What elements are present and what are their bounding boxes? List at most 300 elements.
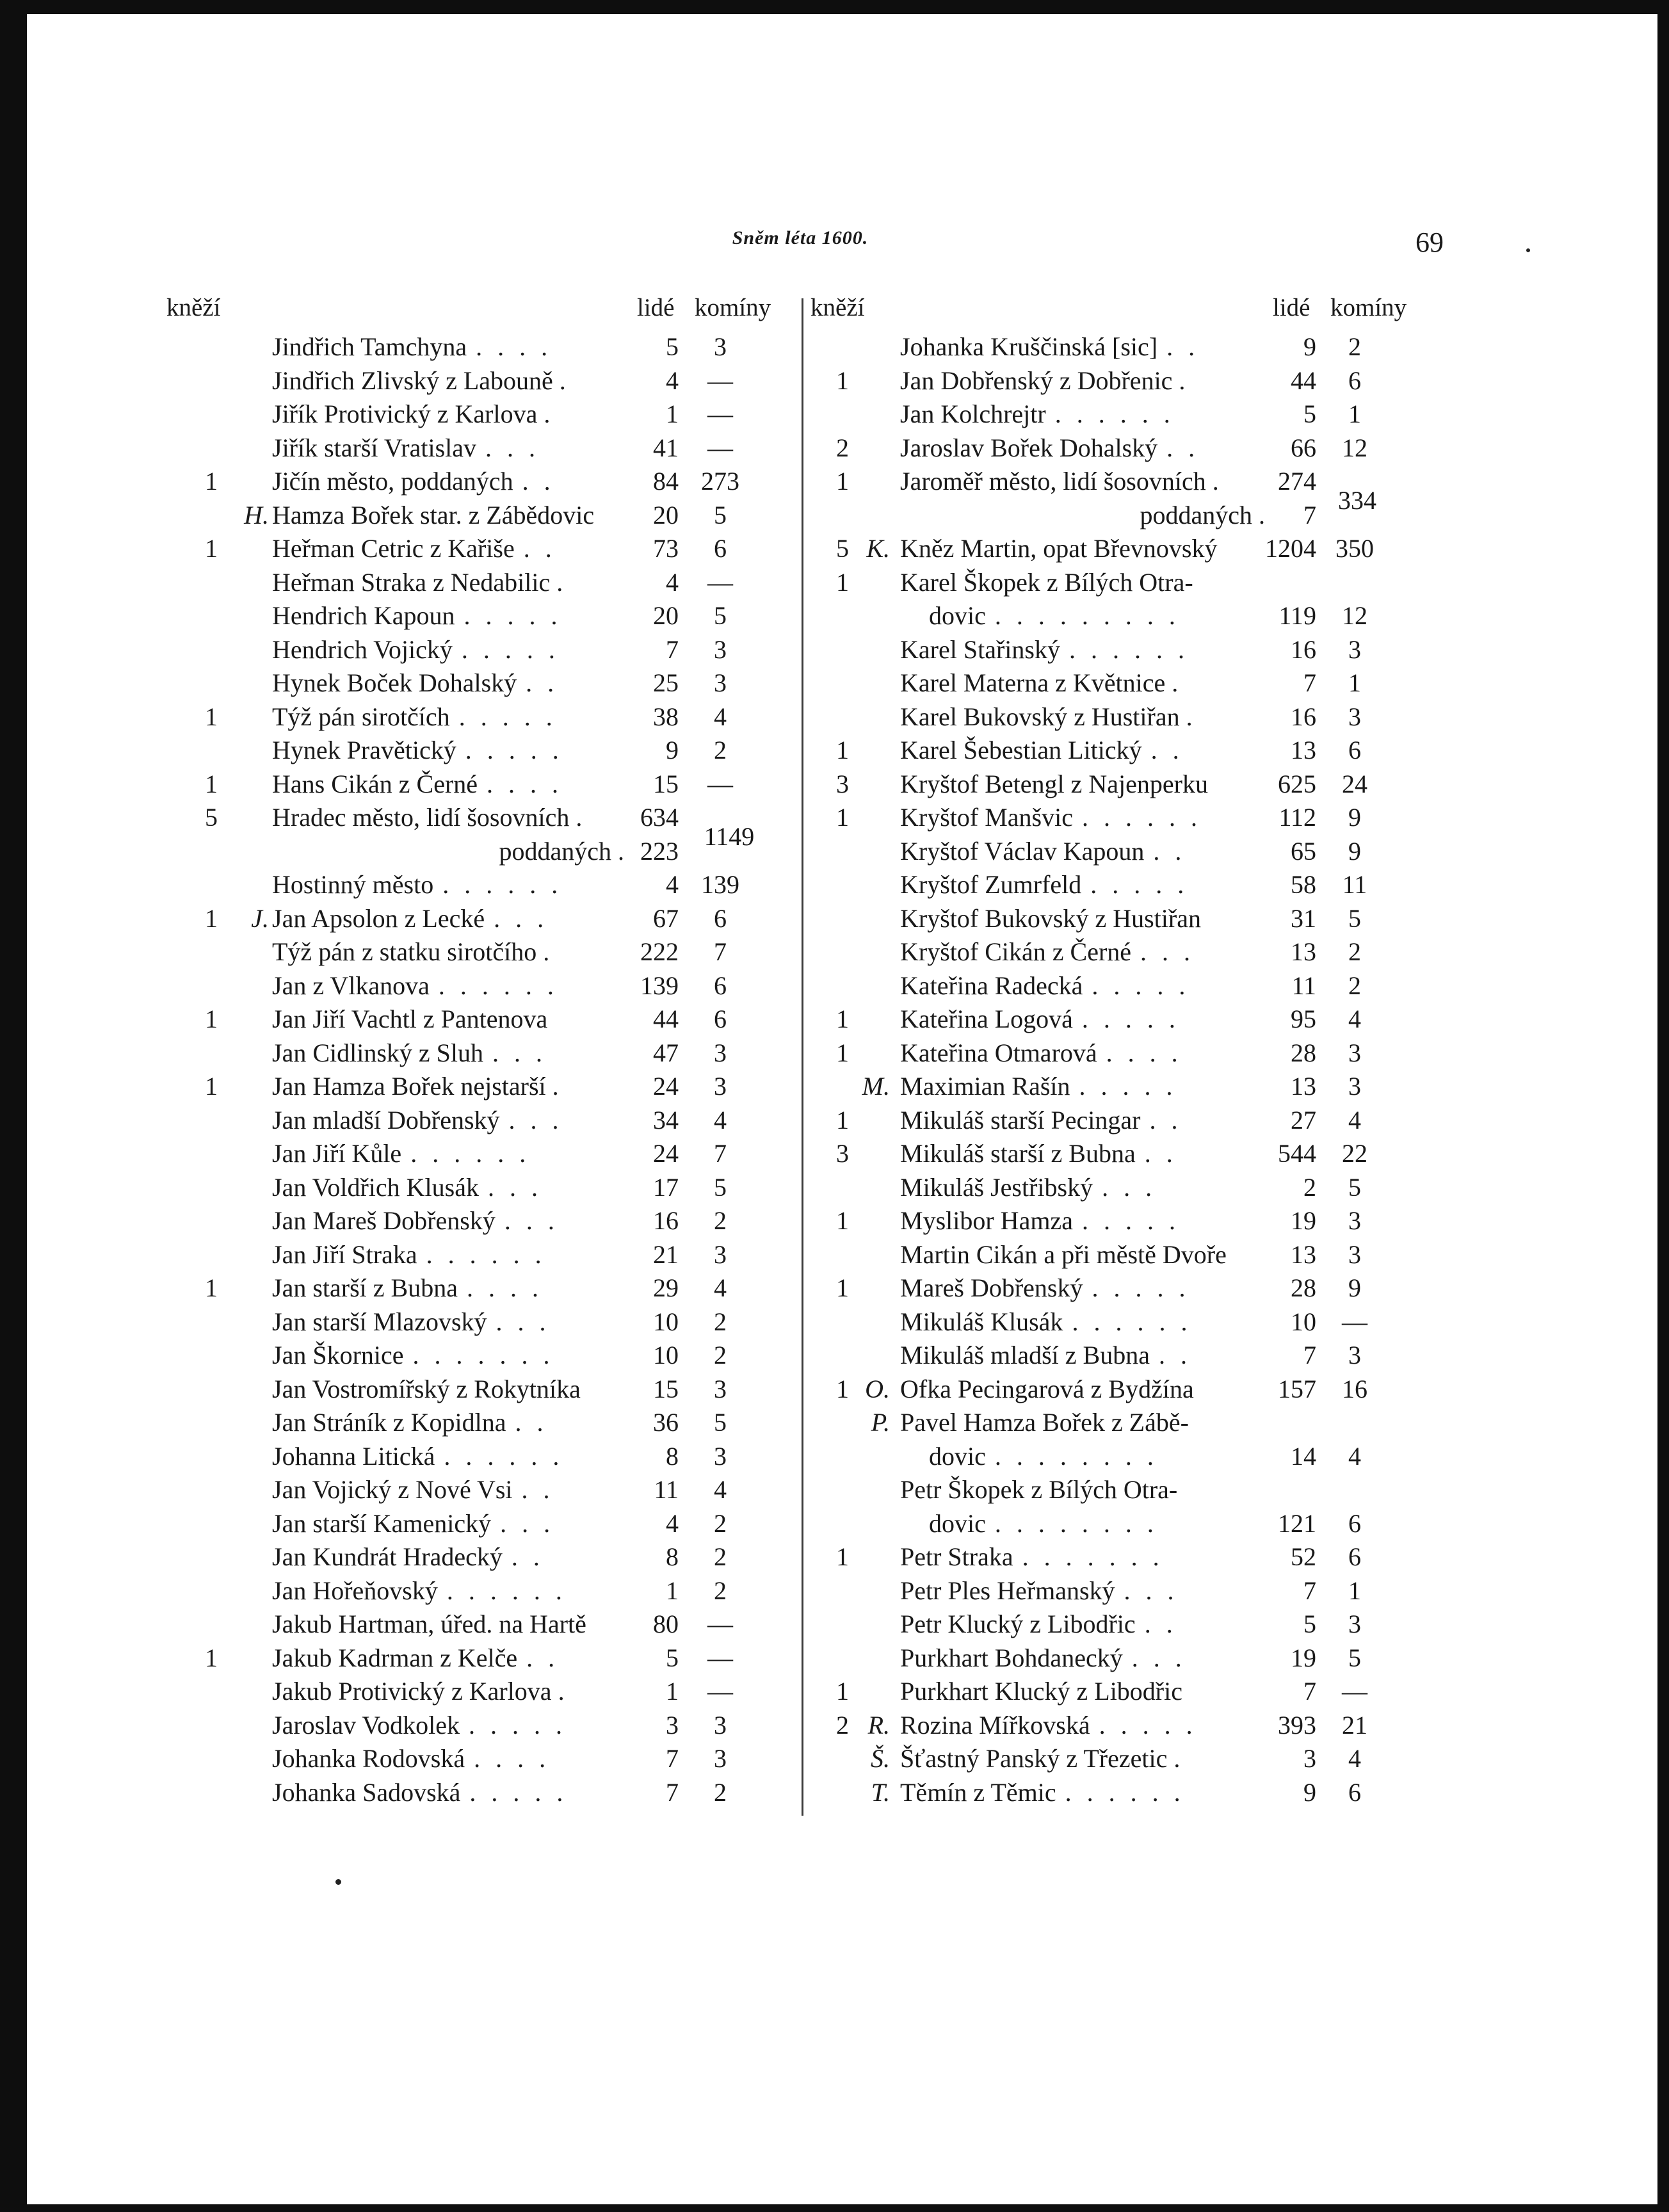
chimney-count: 12 <box>1342 433 1367 462</box>
priest-count: 1 <box>836 567 849 597</box>
person-name <box>900 868 1265 901</box>
leader-dots: . . . . . <box>1090 870 1189 899</box>
person-name <box>900 1037 1265 1070</box>
people-count: 20 <box>653 500 679 529</box>
name-text: Jiřík starší Vratislav <box>272 433 477 462</box>
name-text: Jan Vojický z Nové Vsi <box>272 1475 513 1504</box>
people-count: 20 <box>653 601 679 630</box>
leader-dots: . . . <box>1124 1576 1179 1605</box>
priest-count: 5 <box>836 534 849 563</box>
name-text: Kryštof Manšvic <box>900 803 1073 832</box>
name-text: Těmín z Těmic <box>900 1777 1056 1807</box>
people-count: 65 <box>1291 836 1316 866</box>
person-name <box>272 633 624 666</box>
people-count: 67 <box>653 903 679 933</box>
person-name <box>272 935 624 969</box>
person-name <box>900 969 1265 1003</box>
person-name <box>272 1104 624 1137</box>
bracket-total: 1149 <box>704 822 755 852</box>
name-text: Jan z Vlkanova <box>272 971 430 1000</box>
scan-border-bottom <box>0 2204 1669 2212</box>
table-row <box>166 1507 800 1541</box>
person-name <box>900 768 1265 801</box>
people-count: 139 <box>640 971 679 1000</box>
person-name <box>272 1742 624 1775</box>
name-text: Jindřich Zlivský z Labouně . <box>272 366 566 395</box>
table-row <box>810 801 1419 835</box>
person-name <box>272 666 624 700</box>
person-name <box>272 1642 624 1675</box>
name-text: Karel Šebestian Litický <box>900 736 1142 764</box>
person-name <box>272 1540 624 1574</box>
chimney-count: 4 <box>714 1475 727 1504</box>
table-row <box>166 902 800 936</box>
table-row <box>810 1440 1419 1474</box>
person-name <box>900 1608 1265 1641</box>
table-row <box>810 835 1419 869</box>
table-row <box>166 364 800 398</box>
table-row <box>810 1574 1419 1608</box>
name-text: Heřman Cetric z Kařiše <box>272 534 515 563</box>
priest-count: 1 <box>836 1374 849 1403</box>
person-name <box>900 1271 1265 1305</box>
person-name <box>272 599 624 633</box>
chimney-count: 9 <box>1348 836 1361 866</box>
people-count: 10 <box>1291 1307 1316 1336</box>
person-name <box>272 1507 624 1540</box>
person-name <box>272 1709 624 1742</box>
chimney-count: 1 <box>1348 400 1361 428</box>
name-text: Hostinný město <box>272 870 434 899</box>
priest-count: 1 <box>205 702 218 731</box>
chimney-count: 16 <box>1342 1374 1367 1403</box>
person-name <box>272 1238 624 1271</box>
people-count: 544 <box>1278 1139 1316 1168</box>
name-text: Martin Cikán a při městě Dvoře <box>900 1239 1227 1269</box>
chimney-count: 2 <box>1348 332 1361 361</box>
chimney-count: 3 <box>714 1374 727 1403</box>
chimney-count: 4 <box>1348 1441 1361 1471</box>
leader-dots: . . . . <box>474 1744 551 1773</box>
people-count: 41 <box>653 433 679 462</box>
header-lide: lidé <box>637 294 675 321</box>
people-count: 7 <box>1303 1677 1316 1706</box>
name-text: Myslibor Hamza <box>900 1206 1073 1235</box>
name-text: Mikuláš Jestřibský <box>900 1172 1093 1202</box>
person-name <box>900 1171 1265 1204</box>
table-row <box>810 734 1419 768</box>
table-row <box>810 1675 1419 1709</box>
person-name <box>900 1373 1265 1406</box>
letter-index: K. <box>866 534 890 563</box>
table-row <box>810 1238 1419 1272</box>
chimney-count: 21 <box>1342 1710 1367 1740</box>
person-name <box>900 700 1265 734</box>
chimney-count: — <box>1342 1307 1367 1336</box>
name-text: Jakub Kadrman z Kelče <box>272 1643 518 1672</box>
chimney-count: 2 <box>1348 937 1361 966</box>
person-name <box>272 1776 624 1809</box>
people-count: 16 <box>1291 702 1316 731</box>
name-text: Jiřík Protivický z Karlova . <box>272 400 551 428</box>
name-text: poddaných . <box>499 836 624 866</box>
chimney-count: 3 <box>714 634 727 664</box>
people-count: 4 <box>666 870 679 899</box>
name-text: Jan Kundrát Hradecký <box>272 1542 503 1571</box>
table-row <box>810 432 1419 465</box>
letter-index: M. <box>862 1072 890 1101</box>
leader-dots: . . . <box>1102 1172 1157 1202</box>
people-count: 52 <box>1291 1542 1316 1571</box>
table-row <box>166 432 800 465</box>
person-name <box>900 1675 1265 1708</box>
name-text: Mareš Dobřenský <box>900 1273 1083 1302</box>
people-count: 7 <box>1303 500 1316 529</box>
chimney-count: 3 <box>1348 702 1361 731</box>
name-text: Kněz Martin, opat Břevnovský <box>900 534 1218 563</box>
leader-dots: . . <box>522 467 555 496</box>
table-row <box>166 768 800 802</box>
priest-count: 1 <box>205 903 218 933</box>
left-row-list <box>166 330 800 1809</box>
chimney-count: 3 <box>1348 1610 1361 1638</box>
people-count: 5 <box>666 332 679 361</box>
table-row <box>810 1137 1419 1171</box>
people-count: 27 <box>1291 1105 1316 1134</box>
leader-dots: . . . <box>1140 937 1195 966</box>
people-count: 16 <box>1291 634 1316 664</box>
right-column-header <box>810 293 1419 330</box>
table-row <box>166 666 800 700</box>
table-row <box>166 532 800 566</box>
leader-dots: . . . . . <box>1092 1273 1190 1302</box>
scan-border-left <box>0 0 27 2212</box>
person-name <box>900 1238 1265 1271</box>
leader-dots: . . . <box>500 1508 555 1538</box>
name-text: Kryštof Zumrfeld <box>900 870 1082 899</box>
table-row <box>810 868 1419 902</box>
people-count: 222 <box>640 937 679 966</box>
priest-count: 1 <box>836 1206 849 1235</box>
people-count: 13 <box>1291 937 1316 966</box>
leader-dots: . . . <box>485 433 540 462</box>
person-name <box>900 1440 1294 1473</box>
chimney-count: 6 <box>1348 1508 1361 1538</box>
leader-dots: . . . . . <box>464 601 562 630</box>
chimney-count: 5 <box>1348 903 1361 933</box>
name-text: Jan starší Kamenický <box>272 1508 492 1538</box>
people-count: 73 <box>653 534 679 563</box>
person-name <box>900 532 1265 565</box>
person-name <box>900 1339 1265 1372</box>
chimney-count: — <box>707 1677 733 1706</box>
person-name <box>272 1070 624 1103</box>
chimney-count: 5 <box>714 1408 727 1437</box>
name-text: Kryštof Václav Kapoun <box>900 836 1145 866</box>
people-count: 393 <box>1278 1710 1316 1740</box>
chimney-count: 6 <box>714 903 727 933</box>
person-name <box>900 1574 1265 1608</box>
person-name <box>272 1305 624 1339</box>
table-row <box>810 1709 1419 1743</box>
person-name <box>900 1473 1265 1506</box>
person-name <box>900 432 1265 465</box>
people-count: 13 <box>1291 1072 1316 1101</box>
table-row <box>166 499 800 533</box>
priest-count: 1 <box>205 769 218 798</box>
leader-dots: . . . . <box>466 1273 543 1302</box>
people-count: 5 <box>666 1643 679 1672</box>
priest-count: 1 <box>205 467 218 496</box>
leader-dots: . . . . . . <box>426 1239 546 1269</box>
table-row <box>810 1608 1419 1642</box>
table-row <box>810 1776 1419 1810</box>
table-row <box>810 566 1419 600</box>
left-column <box>166 293 800 1809</box>
people-count: 121 <box>1278 1508 1316 1538</box>
person-name <box>900 499 1265 532</box>
letter-index: T. <box>871 1777 890 1807</box>
people-count: 3 <box>666 1710 679 1740</box>
name-text: Jaroslav Vodkolek <box>272 1710 460 1740</box>
name-text: Jan Hořeňovský <box>272 1576 438 1605</box>
person-name <box>900 1104 1265 1137</box>
table-row <box>810 398 1419 432</box>
leader-dots: . . . <box>1131 1643 1186 1672</box>
person-name <box>900 465 1265 498</box>
chimney-count: 3 <box>714 668 727 697</box>
people-count: 58 <box>1291 870 1316 899</box>
priest-count: 1 <box>205 1273 218 1302</box>
speck <box>335 1879 341 1885</box>
priest-count: 1 <box>836 1542 849 1571</box>
people-count: 11 <box>1291 971 1316 1000</box>
priest-count: 1 <box>836 1005 849 1033</box>
person-name <box>272 1406 624 1439</box>
name-text: Petr Škopek z Bílých Otra- <box>900 1475 1178 1504</box>
leader-dots: . . <box>526 668 559 697</box>
person-name <box>272 1037 624 1070</box>
name-text: Purkhart Bohdanecký <box>900 1643 1123 1672</box>
people-count: 31 <box>1291 903 1316 933</box>
leader-dots: . . . . . <box>1099 1710 1197 1740</box>
person-name <box>272 532 624 565</box>
people-count: 9 <box>666 736 679 764</box>
person-name <box>272 364 624 398</box>
header-knezi: kněží <box>810 294 865 321</box>
chimney-count: 3 <box>714 1038 727 1067</box>
priest-count: 1 <box>836 803 849 832</box>
people-count: 13 <box>1291 736 1316 764</box>
name-text: poddaných . <box>1140 500 1265 529</box>
person-name <box>900 1406 1265 1439</box>
name-text: Jan Mareš Dobřenský <box>272 1206 496 1235</box>
name-text: Mikuláš starší Pecingar <box>900 1105 1141 1134</box>
name-text: Jičín město, poddaných <box>272 467 513 496</box>
people-count: 119 <box>1278 601 1316 630</box>
people-count: 274 <box>1278 467 1316 496</box>
chimney-count: 6 <box>1348 366 1361 395</box>
chimney-count: 4 <box>714 1105 727 1134</box>
people-count: 625 <box>1278 769 1316 798</box>
person-name <box>900 734 1265 767</box>
name-text: Jan starší Mlazovský <box>272 1307 487 1336</box>
leader-dots: . . . . . <box>1079 1072 1177 1101</box>
table-row <box>810 1204 1419 1238</box>
name-text: Rozina Mířkovská <box>900 1710 1090 1740</box>
chimney-count: 3 <box>714 1072 727 1101</box>
people-count: 15 <box>653 1374 679 1403</box>
leader-dots: . . . . <box>487 769 563 798</box>
name-text: dovic <box>929 1508 986 1538</box>
leader-dots: . . . <box>508 1105 563 1134</box>
people-count: 7 <box>666 1744 679 1773</box>
right-row-list <box>810 330 1419 1809</box>
table-row <box>166 398 800 432</box>
table-row <box>166 969 800 1003</box>
person-name <box>900 1507 1294 1540</box>
bracket-total: 334 <box>1338 486 1376 515</box>
leader-dots: . . . . . . . . . <box>994 601 1180 630</box>
chimney-count: 4 <box>1348 1005 1361 1033</box>
chimney-count: — <box>1342 1677 1367 1706</box>
table-row <box>166 868 800 902</box>
people-count: 1 <box>666 1677 679 1706</box>
people-count: 8 <box>666 1441 679 1471</box>
person-name <box>900 398 1265 431</box>
table-row <box>810 1742 1419 1776</box>
leader-dots: . . . <box>492 1038 547 1067</box>
leader-dots: . . . <box>504 1206 559 1235</box>
table-row <box>810 633 1419 667</box>
people-count: 7 <box>1303 1341 1316 1369</box>
people-count: 157 <box>1278 1374 1316 1403</box>
chimney-count: 2 <box>714 1508 727 1538</box>
people-count: 4 <box>666 366 679 395</box>
leader-dots: . . <box>1150 736 1184 764</box>
leader-dots: . . . . . <box>1081 1005 1180 1033</box>
leader-dots: . . . . . . <box>1065 1777 1185 1807</box>
people-count: 36 <box>653 1408 679 1437</box>
person-name <box>900 1003 1265 1036</box>
chimney-count: 6 <box>1348 736 1361 764</box>
chimney-count: 1 <box>1348 668 1361 697</box>
chimney-count: 4 <box>1348 1744 1361 1773</box>
people-count: 16 <box>653 1206 679 1235</box>
chimney-count: 2 <box>1348 971 1361 1000</box>
people-count: 21 <box>653 1239 679 1269</box>
people-count: 8 <box>666 1542 679 1571</box>
chimney-count: — <box>707 433 733 462</box>
person-name <box>900 835 1265 868</box>
person-name <box>272 1473 624 1506</box>
name-text: Jakub Hartman, úřed. na Hartě <box>272 1610 586 1638</box>
table-row <box>810 1339 1419 1373</box>
table-row <box>166 700 800 734</box>
table-row <box>166 1574 800 1608</box>
table-row <box>166 1440 800 1474</box>
people-count: 13 <box>1291 1239 1316 1269</box>
leader-dots: . . . . . . <box>1072 1307 1192 1336</box>
table-row <box>166 734 800 768</box>
name-text: Johanka Kruščinská [sic] <box>900 332 1158 361</box>
leader-dots: . . <box>1153 836 1186 866</box>
table-row <box>810 1540 1419 1574</box>
leader-dots: . . <box>515 1408 548 1437</box>
person-name <box>272 768 624 801</box>
person-name <box>272 700 624 734</box>
table-row <box>166 330 800 364</box>
person-name <box>272 902 624 935</box>
table-row <box>166 1742 800 1776</box>
people-count: 9 <box>1303 1777 1316 1807</box>
person-name <box>272 1137 624 1170</box>
table-row <box>166 935 800 969</box>
chimney-count: 350 <box>1335 534 1374 563</box>
people-count: 25 <box>653 668 679 697</box>
person-name <box>900 666 1265 700</box>
chimney-count: 7 <box>714 937 727 966</box>
chimney-count: 5 <box>1348 1643 1361 1672</box>
person-name <box>272 499 624 532</box>
people-count: 9 <box>1303 332 1316 361</box>
people-count: 24 <box>653 1139 679 1168</box>
chimney-count: 22 <box>1342 1139 1367 1168</box>
table-row <box>166 1137 800 1171</box>
leader-dots: . . . . . . <box>442 870 563 899</box>
priest-count: 3 <box>836 1139 849 1168</box>
person-name <box>900 1070 1265 1103</box>
leader-dots: . . . . . <box>458 702 557 731</box>
priest-count: 2 <box>836 433 849 462</box>
leader-dots: . . . . . <box>1092 971 1190 1000</box>
table-row <box>810 364 1419 398</box>
chimney-count: 6 <box>714 534 727 563</box>
table-row <box>166 1709 800 1743</box>
leader-dots: . . <box>1166 332 1200 361</box>
person-name <box>272 868 624 901</box>
name-text: Jan Vostromířský z Rokytníka <box>272 1374 581 1403</box>
name-text: Jan Jiří Straka <box>272 1239 417 1269</box>
chimney-count: 3 <box>714 1744 727 1773</box>
person-name <box>900 633 1265 666</box>
people-count: 3 <box>1303 1744 1316 1773</box>
chimney-count: 3 <box>714 1441 727 1471</box>
person-name <box>272 1204 624 1238</box>
leader-dots: . . <box>523 534 556 563</box>
chimney-count: — <box>707 400 733 428</box>
chimney-count: 4 <box>1348 1105 1361 1134</box>
table-row <box>810 1104 1419 1138</box>
name-text: Maximian Rašín <box>900 1072 1070 1101</box>
table-row <box>810 1070 1419 1104</box>
chimney-count: 2 <box>714 1777 727 1807</box>
leader-dots: . . <box>1144 1139 1177 1168</box>
person-name <box>272 1171 624 1204</box>
column-divider <box>802 298 803 1816</box>
name-text: Jan starší z Bubna <box>272 1273 458 1302</box>
people-count: 38 <box>653 702 679 731</box>
people-count: 223 <box>640 836 679 866</box>
table-row <box>166 599 800 633</box>
people-count: 1204 <box>1265 534 1316 563</box>
person-name <box>272 969 624 1003</box>
chimney-count: 139 <box>701 870 739 899</box>
person-name <box>900 1540 1265 1574</box>
person-name <box>272 1574 624 1608</box>
name-text: Jan Jiří Vachtl z Pantenova <box>272 1005 548 1033</box>
priest-count: 1 <box>205 1643 218 1672</box>
